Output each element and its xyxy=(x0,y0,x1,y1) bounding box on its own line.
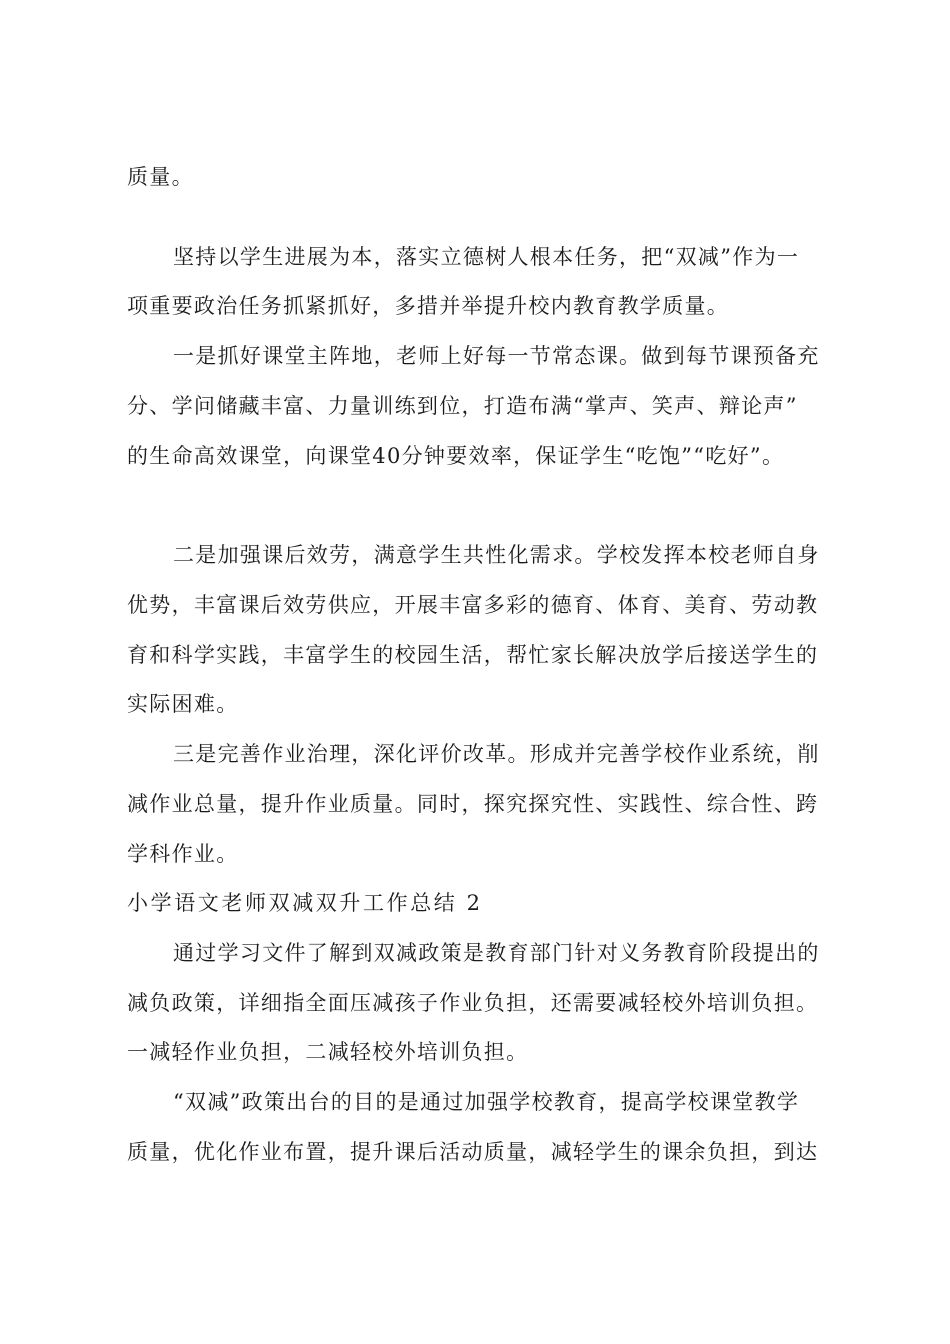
paragraph-line: 一是抓好课堂主阵地，老师上好每一节常态课。做到每节课预备充 xyxy=(173,344,820,368)
paragraph-line: 二是加强课后效劳，满意学生共性化需求。学校发挥本校老师自身 xyxy=(173,543,820,567)
paragraph-line: 减作业总量，提升作业质量。同时，探究探究性、实践性、综合性、跨 xyxy=(127,792,819,816)
paragraph-line: 三是完善作业治理，深化评价改革。形成并完善学校作业系统，削 xyxy=(173,742,820,766)
paragraph-line: 的生命高效课堂，向课堂40分钟要效率，保证学生“吃饱”“吃好”。 xyxy=(127,444,785,468)
paragraph-line: 实际困难。 xyxy=(127,692,239,716)
paragraph-line: 优势，丰富课后效劳供应，开展丰富多彩的德育、体育、美育、劳动教 xyxy=(127,593,819,617)
paragraph-line: 一减轻作业负担，二减轻校外培训负担。 xyxy=(127,1040,529,1064)
paragraph-line: 坚持以学生进展为本，落实立德树人根本任务，把“双减”作为一 xyxy=(173,245,800,269)
paragraph-line: 项重要政治任务抓紧抓好，多措并举提升校内教育教学质量。 xyxy=(127,294,730,318)
paragraph-line: 育和科学实践，丰富学生的校园生活，帮忙家长解决放学后接送学生的 xyxy=(127,643,819,667)
paragraph-line: 学科作业。 xyxy=(127,842,239,866)
paragraph-line: 分、学问储藏丰富、力量训练到位，打造布满“掌声、笑声、辩论声” xyxy=(127,394,798,418)
paragraph-line: 通过学习文件了解到双减政策是教育部门针对义务教育阶段提出的 xyxy=(173,941,820,965)
paragraph-line: 减负政策，详细指全面压减孩子作业负担，还需要减轻校外培训负担。 xyxy=(127,991,819,1015)
section-heading: 小学语文老师双减双升工作总结 2 xyxy=(127,891,483,915)
paragraph-line: “双减”政策出台的目的是通过加强学校教育，提高学校课堂教学 xyxy=(173,1090,800,1114)
paragraph-line: 质量，优化作业布置，提升课后活动质量，减轻学生的课余负担，到达 xyxy=(127,1140,819,1164)
paragraph-line: 质量。 xyxy=(127,165,194,189)
